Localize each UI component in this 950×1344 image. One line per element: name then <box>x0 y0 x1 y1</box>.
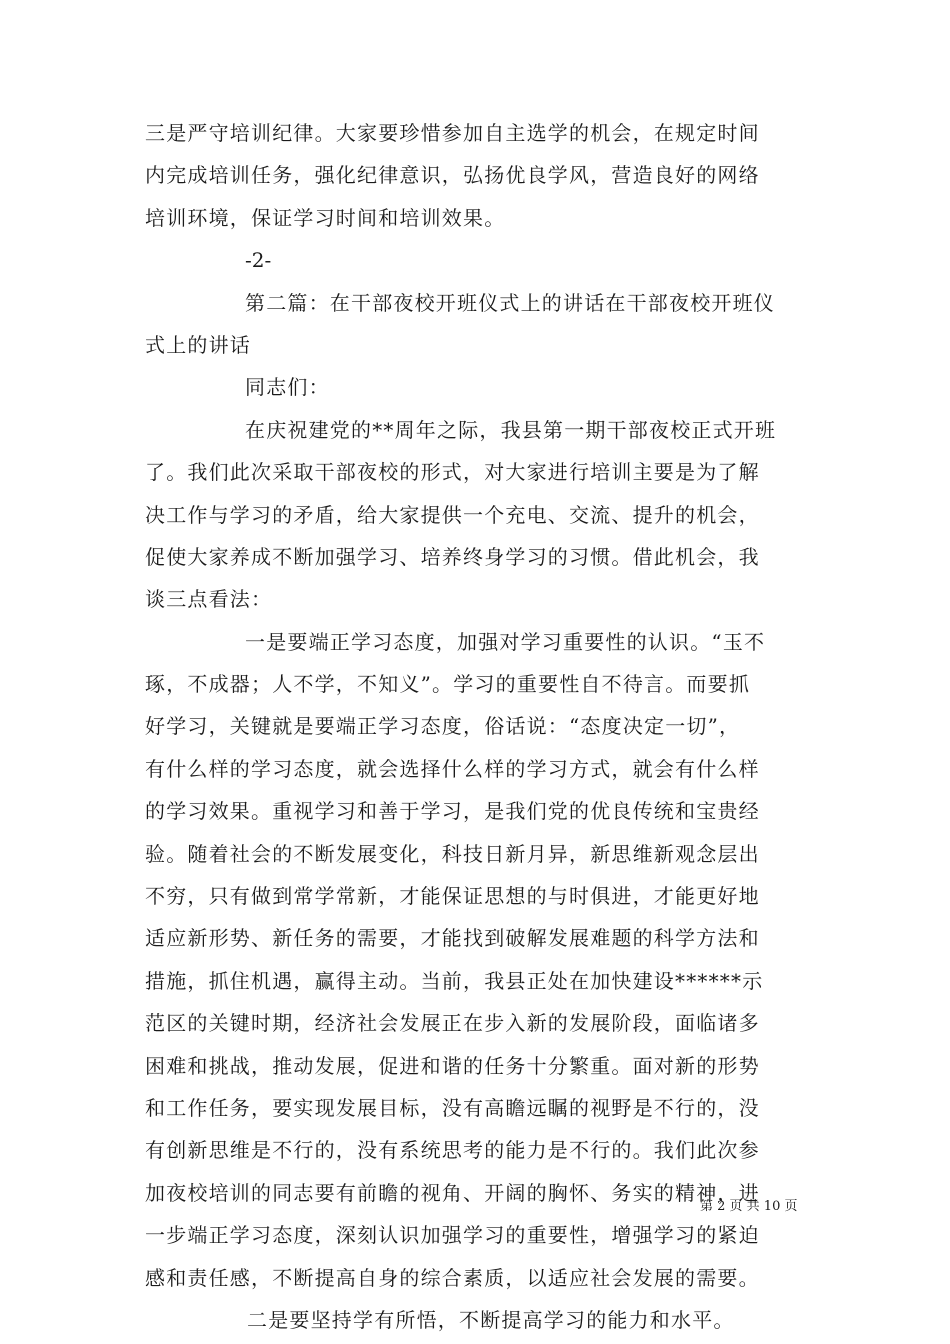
text-line: 范区的关键时期，经济社会发展正在步入新的发展阶段，面临诸多 <box>145 1011 760 1036</box>
document-body <box>145 112 811 1341</box>
text-line: 内完成培训任务，强化纪律意识，弘扬优良学风，营造良好的网络 <box>145 163 760 188</box>
text-line: 感和责任感，不断提高自身的综合素质，以适应社会发展的需要。 <box>145 1265 760 1290</box>
salutation: 同志们： <box>245 375 330 400</box>
text-line: 验。随着社会的不断发展变化，科技日新月异，新思维新观念层出 <box>145 841 760 866</box>
text-line: 培训环境，保证学习时间和培训效果。 <box>145 205 506 230</box>
text-line: 有创新思维是不行的，没有系统思考的能力是不行的。我们此次参 <box>145 1138 760 1163</box>
text-line: 好学习，关键就是要端正学习态度，俗话说：“态度决定一切”， <box>145 714 741 739</box>
text-line: 决工作与学习的矛盾，给大家提供一个充电、交流、提升的机会， <box>145 502 760 527</box>
text-line: 不穷，只有做到常学常新，才能保证思想的与时俱进，才能更好地 <box>145 884 760 909</box>
text-line: 谈三点看法： <box>145 587 273 612</box>
text-line: 三是严守培训纪律。大家要珍惜参加自主选学的机会，在规定时间 <box>145 121 760 145</box>
text-line: 了。我们此次采取干部夜校的形式，对大家进行培训主要是为了解 <box>145 460 760 485</box>
section-heading-line: 式上的讲话 <box>145 332 251 357</box>
section-heading-line: 第二篇：在干部夜校开班仪式上的讲话在干部夜校开班仪 <box>245 290 775 315</box>
text-line: 措施，抓住机遇，赢得主动。当前，我县正处在加快建设******示 <box>145 968 764 993</box>
text-line: 促使大家养成不断加强学习、培养终身学习的习惯。借此机会，我 <box>145 544 760 569</box>
text-line: 有什么样的学习态度，就会选择什么样的学习方式，就会有什么样 <box>145 756 760 781</box>
text-line: 适应新形势、新任务的需要，才能找到破解发展难题的科学方法和 <box>145 926 760 951</box>
page-footer: 第 2 页 共 10 页 <box>700 1199 798 1214</box>
text-line: 加夜校培训的同志要有前瞻的视角、开阔的胸怀、务实的精神，进 <box>145 1180 760 1205</box>
text-line: 一步端正学习态度，深刻认识加强学习的重要性，增强学习的紧迫 <box>145 1223 760 1248</box>
inline-page-marker: -2- <box>245 248 272 273</box>
text-line: 困难和挑战，推动发展，促进和谐的任务十分繁重。面对新的形势 <box>145 1053 760 1078</box>
text-line: 和工作任务，要实现发展目标，没有高瞻远瞩的视野是不行的，没 <box>145 1095 760 1120</box>
text-line: 在庆祝建党的**周年之际，我县第一期干部夜校正式开班 <box>245 417 777 442</box>
text-line: 琢，不成器；人不学，不知义”。学习的重要性自不待言。而要抓 <box>145 672 751 697</box>
text-line: 一是要端正学习态度，加强对学习重要性的认识。“玉不 <box>245 629 766 654</box>
text-line: 的学习效果。重视学习和善于学习，是我们党的优良传统和宝贵经 <box>145 799 760 824</box>
text-line: 二是要坚持学有所悟，不断提高学习的能力和水平。 <box>247 1307 735 1332</box>
